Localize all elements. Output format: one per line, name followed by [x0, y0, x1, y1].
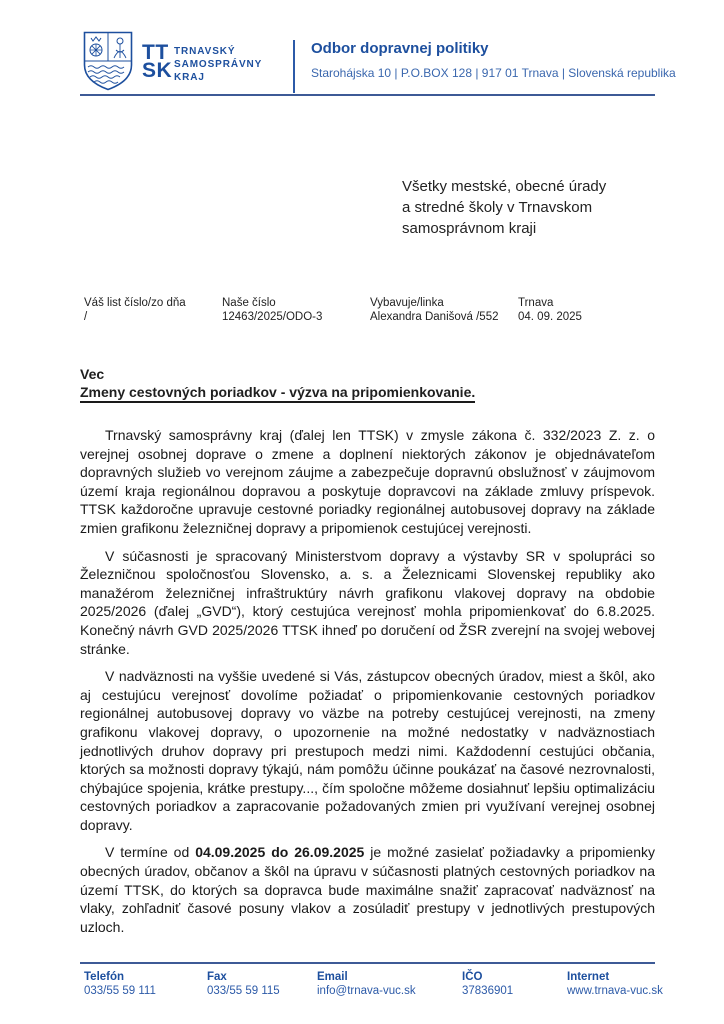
footer-phone — [84, 970, 156, 998]
paragraph-1: Trnavský samosprávny kraj (ďalej len TTSK) v zmysle zákona č. 332/2023 Z. z. o verejnej osobnej doprave o zmene a doplnení niektorých zákonov je objednávateľom dopravných služieb vo verejnom záujme a zabezpečuje dopravnú obslužnosť v záujmovom území kraja regionálnou dopravou a poskytuje dopravcovi na základe zmluvy príspevok. TTSK každoročne upravuje cestovné poriadky regionálnej autobusovej dopravy na základe zmien grafikonu železničnej dopravy a pripomienok cestujúcej verejnosti. — [80, 427, 655, 536]
recipient-line: a stredné školy v Trnavskom — [402, 199, 593, 216]
subject-label: Vec — [80, 366, 105, 382]
footer-value: www.trnava-vuc.sk — [567, 985, 663, 997]
footer-fax — [207, 970, 280, 998]
footer-value: 37836901 — [462, 985, 514, 997]
department-address: Starohájska 10 | P.O.BOX 128 | 917 01 Trnava | Slovenská republika — [311, 66, 676, 80]
paragraph-4 — [80, 843, 655, 936]
footer-email — [317, 970, 416, 998]
ref-value: 04. 09. 2025 — [518, 311, 582, 323]
org-name-line1: TRNAVSKÝ — [174, 46, 236, 57]
paragraph-3: V nadväznosti na vyššie uvedené si Vás, zástupcov obecných úradov, miest a škôl, ako aj cestujúcu verejnosť dovolíme požiadať o pripomienkovanie cestovných poriadkov regionálnej autobusovej dopravy vo väzbe na potreby cestujúcej verejnosti, na zmeny grafikonu vlakovej dopravy, o upozornenie na možné nedostatky v nadväznostiach jednotlivých druhov dopravy pri prestupoch medzi nimi. Každodenní cestujúci občania, ktorých sa možnosti dopravy týkajú, nám pomôžu účinne poukázať na časové nezrovnalosti, chýbajúce spojenia, krátke prestupy..., čím spoločne môžeme dosiahnuť lepšiu optimalizáciu cestovných poriadkov a zapracovanie požadovaných zmien pri využívaní verejnej osobnej dopravy. — [80, 668, 655, 833]
ref-your-letter — [84, 296, 186, 324]
recipient-block — [402, 176, 606, 239]
footer-label: Email — [317, 971, 348, 983]
ref-label: Naše číslo — [222, 297, 276, 309]
logo-wordmark — [142, 41, 173, 82]
org-name — [174, 45, 262, 84]
header-vertical-divider — [293, 40, 295, 93]
coat-of-arms-icon — [83, 31, 133, 96]
footer-value: info@trnava-vuc.sk — [317, 985, 416, 997]
department-title: Odbor dopravnej politiky — [311, 40, 489, 57]
paragraph-4-post: je možné zasielať požiadavky a pripomienky obecných úradov, občanov a škôl na úpravu v súčasnosti platných cestovných poriadkov na území TTSK, do ktorých sa dopravca bude maximálne snažiť zapracovať nadväznosť na vlaky, zohľadniť časové posuny vlakov a zosúladiť prestupy v jednotlivých prestupových uzloch. — [80, 844, 655, 935]
org-name-line2: SAMOSPRÁVNY — [174, 59, 263, 70]
ref-value: / — [84, 311, 88, 323]
ref-our-number — [222, 296, 322, 324]
footer-label: IČO — [462, 971, 483, 983]
header-rule — [80, 94, 655, 96]
ref-value: 12463/2025/ODO-3 — [222, 311, 323, 323]
ref-label: Váš list číslo/zo dňa — [84, 297, 186, 309]
letter-body — [80, 426, 655, 936]
ref-place-date — [518, 296, 582, 324]
paragraph-4-pre: V termíne od — [105, 844, 196, 861]
footer-value: 033/55 59 111 — [84, 985, 156, 997]
recipient-line: samosprávnom kraji — [402, 220, 537, 237]
footer-ico — [462, 970, 513, 998]
ref-label: Vybavuje/linka — [370, 297, 444, 309]
footer-label: Telefón — [84, 971, 125, 983]
ref-handled-by — [370, 296, 499, 324]
footer-internet — [567, 970, 663, 998]
subject-title: Zmeny cestovných poriadkov - výzva na pripomienkovanie. — [80, 384, 475, 403]
footer-label: Fax — [207, 971, 227, 983]
footer-rule — [80, 962, 655, 964]
org-name-line3: KRAJ — [174, 72, 205, 83]
logo-wordmark-line1: TT — [142, 41, 169, 64]
logo-wordmark-line2: SK — [142, 59, 173, 82]
paragraph-4-dates: 04.09.2025 do 26.09.2025 — [195, 844, 365, 861]
footer-label: Internet — [567, 971, 610, 983]
ref-label: Trnava — [518, 297, 554, 309]
subject-block — [80, 366, 475, 403]
recipient-line: Všetky mestské, obecné úrady — [402, 178, 607, 195]
ref-value: Alexandra Danišová /552 — [370, 311, 499, 323]
paragraph-2: V súčasnosti je spracovaný Ministerstvom dopravy a výstavby SR v spolupráci so Železničnou spoločnosťou Slovensko, a. s. a Železnicami Slovenskej republiky ako manažérom železničnej infraštruktúry návrh grafikonu vlakovej dopravy na obdobie 2025/2026 (ďalej „GVD“), ktorý cestujúca verejnosť mohla pripomienkovať do 6.8.2025. Konečný návrh GVD 2025/2026 TTSK ihneď po doručení od ŽSR zverejní na svojej webovej stránke. — [80, 547, 655, 657]
footer-value: 033/55 59 115 — [207, 985, 280, 997]
